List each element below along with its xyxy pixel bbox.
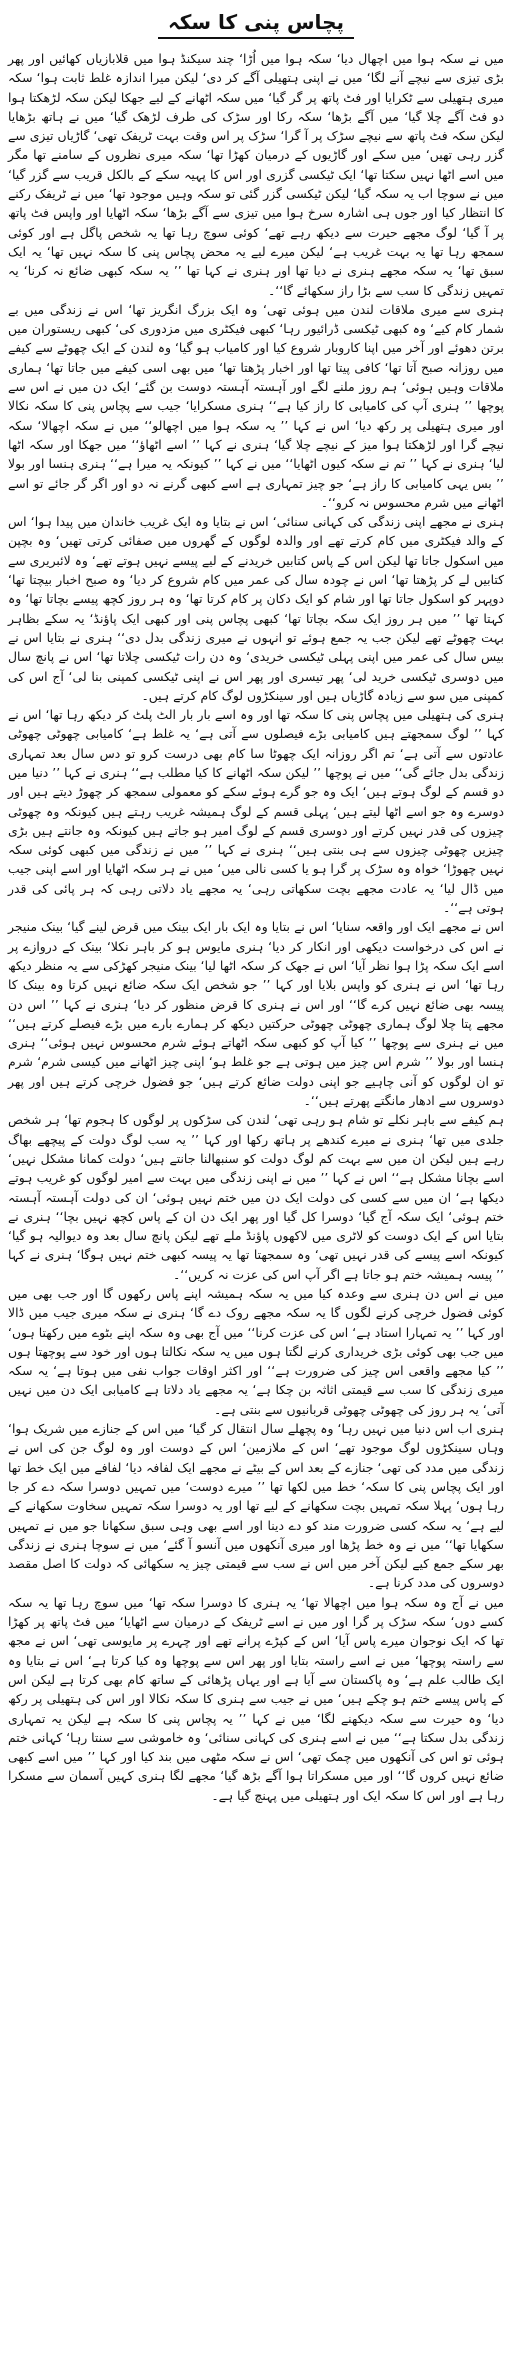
article-paragraph: میں نے اس دن ہنری سے وعدہ کیا میں یہ سکہ ہمیشہ اپنے پاس رکھوں گا اور جب بھی میں کوئی فضول خرچی کرنے لگوں گا یہ سکہ مجھے روک دے گا‘ ہنری نے سکہ میری جیب میں ڈالا اور کہا ’’ یہ تمہارا استاد ہے‘ اس کی عزت کرنا‘‘ میں آج بھی وہ سکہ اپنے بٹوے میں رکھتا ہوں‘ میں جب بھی کوئی بڑی خریداری کرنے لگتا ہوں میں یہ سکہ نکالتا ہوں اور خود سے پوچھتا ہوں ’’ کیا مجھے واقعی اس چیز کی ضرورت ہے‘‘ اور اکثر اوقات جواب نفی میں ہوتا ہے‘ یہ سکہ میری زندگی کا سب سے قیمتی اثاثہ بن چکا ہے‘ یہ مجھے یاد دلاتا ہے کامیابی ایک دن میں نہیں آتی‘ یہ ہر روز کی چھوٹی چھوٹی قربانیوں سے بنتی ہے۔: [8, 1286, 504, 1417]
article-paragraph: ہنری سے میری ملاقات لندن میں ہوئی تھی‘ وہ ایک بزرگ انگریز تھا‘ اس نے زندگی میں بے شمار کام کیے‘ وہ کبھی ٹیکسی ڈرائیور رہا‘ کبھی فیکٹری میں مزدوری کی‘ کبھی ریستوران میں برتن دھوئے اور آخر میں اپنا کاروبار شروع کیا اور کامیاب ہو گیا‘ وہ لندن کے ایک چھوٹے سے کیفے میں روزانہ صبح آتا تھا‘ کافی پیتا تھا اور اخبار پڑھتا تھا‘ میں بھی اسی کیفے میں جاتا تھا‘ ہماری ملاقات وہیں ہوئی‘ ہم روز ملنے لگے اور آہستہ آہستہ دوست بن گئے‘ ایک دن میں نے اس سے پوچھا ’’ ہنری آپ کی کامیابی کا راز کیا ہے‘‘ ہنری مسکرایا‘ جیب سے پچاس پنی کا سکہ نکالا اور میری ہتھیلی پر رکھ دیا‘ اس نے کہا ’’ یہ سکہ ہوا میں اچھالو‘‘ میں نے سکہ اچھالا‘ سکہ نیچے گرا اور لڑھکتا ہوا میز کے نیچے چلا گیا‘ ہنری نے کہا ’’ اسے اٹھاؤ‘‘ میں جھکا اور سکہ اٹھا لیا‘ ہنری نے کہا ’’ تم نے سکہ کیوں اٹھایا‘‘ میں نے کہا ’’ کیونکہ یہ میرا ہے‘‘ ہنری ہنسا اور بولا ’’ بس یہی کامیابی کا راز ہے‘ جو چیز تمہاری ہے اسے کبھی گرنے نہ دو اور اگر گر جائے تو اسے اٹھانے میں شرم محسوس نہ کرو‘‘۔: [8, 301, 504, 510]
article-body: [8, 49, 504, 1805]
article-paragraph: میں نے سکہ ہوا میں اچھال دیا‘ سکہ ہوا میں اُڑا‘ چند سیکنڈ ہوا میں قلابازیاں کھائیں اور پھر بڑی تیزی سے نیچے آنے لگا‘ میں نے اپنی ہتھیلی آگے کر دی‘ لیکن میرا اندازہ غلط ثابت ہوا‘ سکہ میری ہتھیلی سے ٹکرایا اور فٹ پاتھ پر گر گیا‘ میں سکہ اٹھانے کے لیے جھکا لیکن سکہ لڑھکتا ہوا دو فٹ آگے چلا گیا‘ میں آگے بڑھا‘ سکہ رکا اور سڑک کی طرف لڑھک گیا‘ میں نے ہاتھ بڑھایا لیکن سکہ فٹ پاتھ سے نیچے سڑک پر آ گرا‘ سڑک پر اس وقت بہت ٹریفک تھی‘ گاڑیاں تیزی سے گزر رہی تھیں‘ میں سکے اور گاڑیوں کے درمیان کھڑا تھا‘ سکہ میری نظروں کے سامنے تھا مگر میں اسے اٹھا نہیں سکتا تھا‘ ایک ٹیکسی گزری اور اس کا پہیہ سکے کے بالکل قریب سے گزر گیا‘ میں نے سوچا اب یہ سکہ گیا‘ لیکن ٹیکسی گزر گئی تو سکہ وہیں موجود تھا‘ میں نے ٹریفک رکنے کا انتظار کیا اور جوں ہی اشارہ سرخ ہوا میں تیزی سے آگے بڑھا‘ سکہ اٹھایا اور واپس فٹ پاتھ پر آ گیا‘ لوگ مجھے حیرت سے دیکھ رہے تھے‘ کوئی سوچ رہا تھا یہ شخص پاگل ہے اور کوئی سمجھ رہا تھا یہ بہت غریب ہے‘ لیکن میرے لیے یہ محض پچاس پنی کا سکہ نہیں تھا‘ یہ ایک سبق تھا‘ یہ سکہ مجھے ہنری نے دیا تھا اور ہنری نے کہا تھا ’’ یہ سکہ کبھی ضائع نہ کرنا‘ یہ تمہیں زندگی کا سب سے بڑا راز سکھائے گا‘‘۔: [8, 51, 504, 298]
column-title: پچاس پنی کا سکہ: [158, 10, 354, 39]
article-paragraph: میں نے آج وہ سکہ ہوا میں اچھالا تھا‘ یہ ہنری کا دوسرا سکہ تھا‘ میں سوچ رہا تھا یہ سکہ کسے دوں‘ سکہ سڑک پر گرا اور میں نے اسے ٹریفک کے درمیان سے اٹھایا‘ میں فٹ پاتھ پر کھڑا تھا کہ ایک نوجوان میرے پاس آیا‘ اس کے کپڑے پرانے تھے اور چہرے پر مایوسی تھی‘ اس نے مجھ سے راستہ پوچھا‘ میں نے اسے راستہ بتایا اور پھر اس سے پوچھا وہ کیا کرتا ہے‘ اس نے بتایا وہ ایک طالب علم ہے‘ وہ پاکستان سے آیا ہے اور یہاں پڑھائی کے ساتھ کام بھی کرتا ہے لیکن اس کے پاس پیسے ختم ہو چکے ہیں‘ میں نے جیب سے ہنری کا سکہ نکالا اور اس کی ہتھیلی پر رکھ دیا‘ وہ حیرت سے سکہ دیکھنے لگا‘ میں نے کہا ’’ یہ پچاس پنی کا سکہ ہے لیکن یہ تمہاری زندگی بدل سکتا ہے‘‘ میں نے اسے ہنری کی کہانی سنائی‘ وہ خاموشی سے سنتا رہا‘ کہانی ختم ہوئی تو اس کی آنکھوں میں چمک تھی‘ اس نے سکہ مٹھی میں بند کیا اور کہا ’’ میں اسے کبھی ضائع نہیں کروں گا‘‘ اور میں مسکراتا ہوا آگے بڑھ گیا‘ مجھے لگا ہنری کہیں آسمان سے مسکرا رہا ہے اور اس کا سکہ ایک اور ہتھیلی میں پہنچ گیا ہے۔: [8, 1594, 504, 1803]
title-wrap: [8, 10, 504, 39]
article-paragraph: اس نے مجھے ایک اور واقعہ سنایا‘ اس نے بتایا وہ ایک بار ایک بینک میں قرض لینے گیا‘ بینک منیجر نے اس کی درخواست دیکھی اور انکار کر دیا‘ ہنری مایوس ہو کر باہر نکلا‘ بینک کے دروازے پر اسے ایک سکہ پڑا ہوا نظر آیا‘ اس نے جھک کر سکہ اٹھا لیا‘ بینک منیجر کھڑکی سے یہ منظر دیکھ رہا تھا‘ اس نے ہنری کو واپس بلایا اور کہا ’’ جو شخص ایک سکہ ضائع نہیں کرتا وہ بینک کا پیسہ بھی ضائع نہیں کرے گا‘‘ اور اس نے ہنری کا قرض منظور کر دیا‘ ہنری نے کہا ’’ اس دن مجھے پتا چلا لوگ ہماری چھوٹی چھوٹی حرکتیں دیکھ کر ہمارے بارے میں بڑے فیصلے کرتے ہیں‘‘ میں نے ہنری سے پوچھا ’’ کیا آپ کو کبھی سکہ اٹھاتے ہوئے شرم محسوس نہیں ہوئی‘‘ ہنری ہنسا اور بولا ’’ شرم اس چیز میں ہوتی ہے جو غلط ہو‘ اپنی چیز اٹھانے میں کیسی شرم‘ شرم تو ان لوگوں کو آنی چاہیے جو اپنی دولت ضائع کرتے ہیں‘ جو فضول خرچی کرتے ہیں اور پھر دوسروں سے ادھار مانگتے پھرتے ہیں‘‘۔: [8, 919, 504, 1109]
article-paragraph: ہنری نے مجھے اپنی زندگی کی کہانی سنائی‘ اس نے بتایا وہ ایک غریب خاندان میں پیدا ہوا‘ اس کے والد فیکٹری میں کام کرتے تھے اور والدہ لوگوں کے گھروں میں صفائی کرتی تھیں‘ وہ بچپن میں اسکول جاتا تھا لیکن اس کے پاس کتابیں خریدنے کے لیے پیسے نہیں ہوتے تھے‘ وہ لائبریری سے کتابیں لے کر پڑھتا تھا‘ اس نے چودہ سال کی عمر میں کام شروع کر دیا‘ وہ صبح اخبار بیچتا تھا‘ دوپہر کو اسکول جاتا تھا اور شام کو ایک دکان پر کام کرتا تھا‘ وہ ہر روز کچھ پیسے بچاتا تھا‘ وہ کہتا تھا ’’ میں ہر روز ایک سکہ بچاتا تھا‘ کبھی پچاس پنی اور کبھی ایک پاؤنڈ‘ یہ سکے بظاہر بہت چھوٹے تھے لیکن جب یہ جمع ہوئے تو انہوں نے میری زندگی بدل دی‘‘ ہنری نے بتایا اس نے بیس سال کی عمر میں اپنی پہلی ٹیکسی خریدی‘ وہ دن رات ٹیکسی چلاتا تھا‘ اس نے پانچ سال میں دوسری ٹیکسی خرید لی‘ پھر تیسری اور پھر اس نے اپنی ٹیکسی کمپنی بنا لی‘ آج اس کی کمپنی میں سو سے زیادہ گاڑیاں ہیں اور سینکڑوں لوگ کام کرتے ہیں۔: [8, 514, 504, 703]
article-paragraph: ہم کیفے سے باہر نکلے تو شام ہو رہی تھی‘ لندن کی سڑکوں پر لوگوں کا ہجوم تھا‘ ہر شخص جلدی میں تھا‘ ہنری نے میرے کندھے پر ہاتھ رکھا اور کہا ’’ یہ سب لوگ دولت کے پیچھے بھاگ رہے ہیں لیکن ان میں سے بہت کم لوگ دولت کو سنبھالنا جانتے ہیں‘ دولت کمانا مشکل نہیں‘ اسے بچانا مشکل ہے‘‘ اس نے کہا ’’ میں نے اپنی زندگی میں بہت سے امیر لوگوں کو غریب ہوتے دیکھا ہے‘ ان میں سے کسی کی دولت ایک دن میں ختم نہیں ہوئی‘ ان کی دولت آہستہ آہستہ ختم ہوئی‘ ایک سکہ آج گیا‘ دوسرا کل گیا اور پھر ایک دن ان کے پاس کچھ نہیں بچا‘‘ ہنری نے بتایا اس کے ایک دوست کو لاٹری میں لاکھوں پاؤنڈ ملے تھے لیکن پانچ سال بعد وہ دیوالیہ ہو گیا‘ کیونکہ اسے پیسے کی قدر نہیں تھی‘ وہ سمجھتا تھا یہ پیسہ کبھی ختم نہیں ہوگا‘ ہنری نے کہا ’’ پیسہ ہمیشہ ختم ہو جاتا ہے اگر آپ اس کی عزت نہ کریں‘‘۔: [8, 1112, 504, 1282]
article-paragraph: ہنری اب اس دنیا میں نہیں رہا‘ وہ پچھلے سال انتقال کر گیا‘ میں اس کے جنازے میں شریک ہوا‘ وہاں سینکڑوں لوگ موجود تھے‘ اس کے ملازمین‘ اس کے دوست اور وہ لوگ جن کی اس نے زندگی میں مدد کی تھی‘ جنازے کے بعد اس کے بیٹے نے مجھے ایک لفافہ دیا‘ لفافے میں ایک خط تھا اور ایک پچاس پنی کا سکہ‘ خط میں لکھا تھا ’’ میرے دوست‘ میں تمہیں دوسرا سکہ دے کر جا رہا ہوں‘ پہلا سکہ تمہیں بچت سکھانے کے لیے تھا اور یہ دوسرا سکہ تمہیں سخاوت سکھانے کے لیے ہے‘ یہ سکہ کسی ضرورت مند کو دے دینا اور اسے بھی وہی سبق سکھانا جو میں نے تمہیں سکھایا تھا‘‘ میں نے وہ خط پڑھا اور میری آنکھوں میں آنسو آ گئے‘ میں نے سوچا ہنری نے زندگی بھر سکے جمع کیے لیکن آخر میں اس نے سب سے قیمتی چیز یہ سکھائی کہ دولت کا اصل مقصد دوسروں کی مدد کرنا ہے۔: [8, 1421, 504, 1591]
article-paragraph: ہنری کی ہتھیلی میں پچاس پنی کا سکہ تھا اور وہ اسے بار بار الٹ پلٹ کر دیکھ رہا تھا‘ اس نے کہا ’’ لوگ سمجھتے ہیں کامیابی بڑے فیصلوں سے آتی ہے‘ یہ غلط ہے‘ کامیابی چھوٹی چھوٹی عادتوں سے آتی ہے‘ تم اگر روزانہ ایک چھوٹا سا کام بھی درست کرو تو دس سال بعد تمہاری زندگی بدل جائے گی‘‘ میں نے پوچھا ’’ لیکن سکہ اٹھانے کا کیا مطلب ہے‘‘ ہنری نے کہا ’’ دنیا میں دو قسم کے لوگ ہوتے ہیں‘ ایک وہ جو گرے ہوئے سکے کو معمولی سمجھ کر چھوڑ دیتے ہیں اور دوسرے وہ جو اسے اٹھا لیتے ہیں‘ پہلی قسم کے لوگ ہمیشہ غریب رہتے ہیں کیونکہ وہ چھوٹی چیزوں کی قدر نہیں کرتے اور دوسری قسم کے لوگ امیر ہو جاتے ہیں کیونکہ وہ جانتے ہیں بڑی چیزیں چھوٹی چیزوں سے ہی بنتی ہیں‘‘ ہنری نے کہا ’’ میں نے زندگی میں کبھی کوئی سکہ نہیں چھوڑا‘ خواہ وہ سڑک پر گرا ہو یا کسی نالی میں‘ میں نے ہر سکہ اٹھایا اور اسے اپنی جیب میں ڈال لیا‘ یہ عادت مجھے بچت سکھاتی رہی‘ یہ مجھے یاد دلاتی رہی کہ ہر پائی کی قدر ہوتی ہے‘‘۔: [8, 707, 504, 916]
